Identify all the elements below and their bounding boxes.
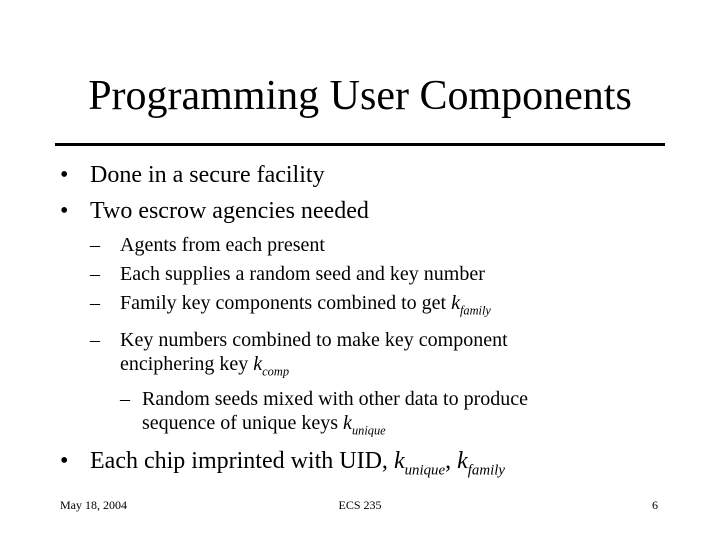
bullet-text: Two escrow agencies needed [90, 198, 369, 224]
dash-marker: – [90, 329, 100, 351]
k-symbol: k [451, 292, 460, 314]
dash-marker: – [90, 292, 100, 314]
k-symbol: k [393, 448, 405, 474]
subbullet-line-2 [142, 411, 642, 438]
k-symbol: k [343, 412, 352, 434]
footer-date: May 18, 2004 [60, 498, 127, 512]
slide-title: Programming User Components [88, 73, 632, 119]
k-subscript: unique [351, 423, 386, 438]
bullet-marker: • [60, 162, 69, 188]
subbullet-text: Agents from each present [120, 234, 325, 256]
bullet-two-escrow-agencies [60, 196, 680, 226]
bullet-text: Done in a secure facility [90, 162, 325, 188]
bullet-chip-imprinted [60, 446, 680, 479]
subbullet-text [120, 328, 640, 379]
bullet-marker: • [60, 198, 69, 224]
title-underline [55, 143, 665, 146]
subbullet-line-1: Key numbers combined to make key component [120, 329, 508, 351]
k-symbol: k [457, 448, 468, 474]
dash-marker: – [90, 234, 100, 256]
k-subscript: comp [262, 364, 290, 379]
k-subscript: family [467, 462, 505, 479]
k-subscript: family [459, 303, 491, 318]
subbullet-line-2 [120, 352, 640, 379]
bullet-done-secure-facility [60, 160, 680, 190]
dash-marker: – [90, 263, 100, 285]
subbullet-text: Each supplies a random seed and key number [120, 263, 485, 285]
footer-page-number: 6 [652, 498, 658, 512]
subbullet-line-1: Random seeds mixed with other data to produce [142, 388, 529, 410]
dash-marker: – [120, 388, 130, 410]
subbullet-text-part: enciphering key [120, 353, 254, 375]
bullet-text [90, 448, 505, 479]
k-symbol: k [253, 353, 263, 375]
subbullet-text [142, 387, 642, 438]
bullet-marker: • [60, 448, 69, 474]
footer-course: ECS 235 [338, 498, 382, 512]
k-subscript: unique [404, 462, 446, 479]
bullet-text-part: Each chip imprinted with UID, [90, 448, 394, 474]
subbullet-text-part: sequence of unique keys [142, 412, 344, 434]
subbullet-text-part: Family key components combined to get [120, 292, 452, 314]
subbullet-text [120, 291, 640, 318]
separator: , [445, 448, 458, 474]
